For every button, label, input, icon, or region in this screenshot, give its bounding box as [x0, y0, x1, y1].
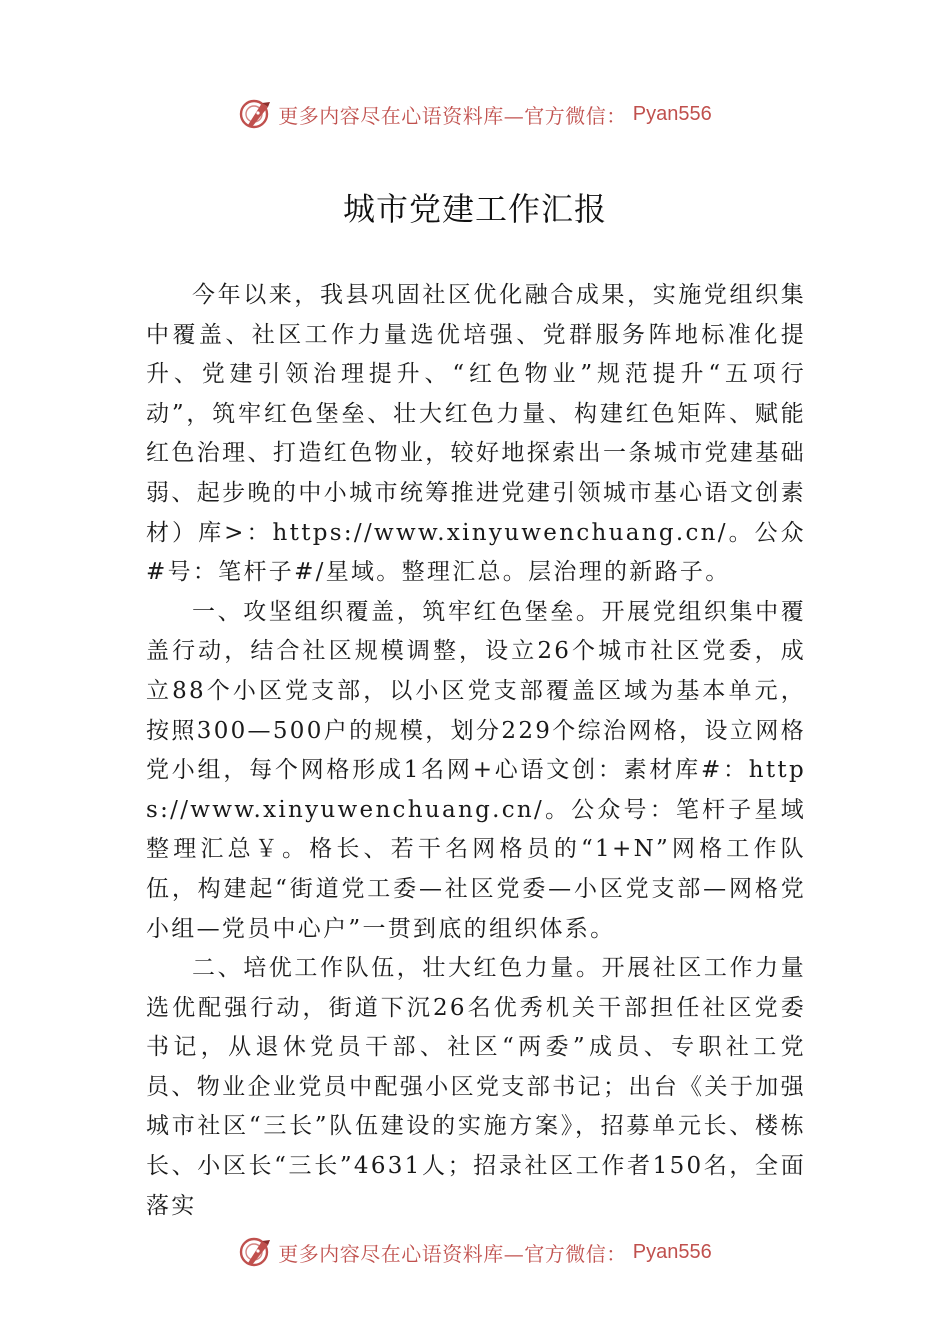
- header-watermark-banner: [0, 94, 950, 134]
- banner-wechat-id: Pyan556: [632, 1240, 712, 1263]
- footer-watermark-banner: [0, 1232, 950, 1272]
- banner-wechat-id: Pyan556: [632, 102, 712, 125]
- pen-nib-logo-icon: [238, 96, 274, 132]
- paragraph-intro: 今年以来，我县巩固社区优化融合成果，实施党组织集中覆盖、社区工作力量选优培强、党群服务阵地标准化提升、党建引领治理提升、“红色物业”规范提升“五项行动”，筑牢红色堡垒、壮大红色力量、构建红色矩阵、赋能红色治理、打造红色物业，较好地探索出一条城市党建基础弱、起步晚的中小城市统筹推进党建引领城市基心语文创素材）库>：https://www.xinyuwenchuang.cn/。公众#号：笔杆子#/星域。整理汇总。层治理的新路子。: [146, 282, 806, 586]
- document-body: [146, 276, 806, 1226]
- banner-text: 更多内容尽在心语资料库—官方微信：: [278, 103, 627, 128]
- pen-nib-logo-icon: [238, 1234, 274, 1270]
- paragraph-section-1: 一、攻坚组织覆盖，筑牢红色堡垒。开展党组织集中覆盖行动，结合社区规模调整，设立26个城市社区党委，成立88个小区党支部，以小区党支部覆盖区域为基本单元，按照300—500户的规模，划分229个综治网格，设立网格党小组，每个网格形成1名网+心语文创：素材库#：https://www.xinyuwenchuang.cn/。公众号：笔杆子星域整理汇总￥。格长、若干名网格员的“1+N”网格工作队伍，构建起“街道党工委—社区党委—小区党支部—网格党小组—党员中心户”一贯到底的组织体系。: [146, 598, 806, 942]
- banner-text: 更多内容尽在心语资料库—官方微信：: [278, 1241, 627, 1266]
- paragraph-section-2: 二、培优工作队伍，壮大红色力量。开展社区工作力量选优配强行动，街道下沉26名优秀机关干部担任社区党委书记，从退休党员干部、社区“两委”成员、专职社工党员、物业企业党员中配强小区党支部书记；出台《关于加强城市社区“三长”队伍建设的实施方案》，招募单元长、楼栋长、小区长“三长”4631人；招录社区工作者150名，全面落实: [146, 955, 806, 1219]
- document-title: 城市党建工作汇报: [342, 190, 607, 228]
